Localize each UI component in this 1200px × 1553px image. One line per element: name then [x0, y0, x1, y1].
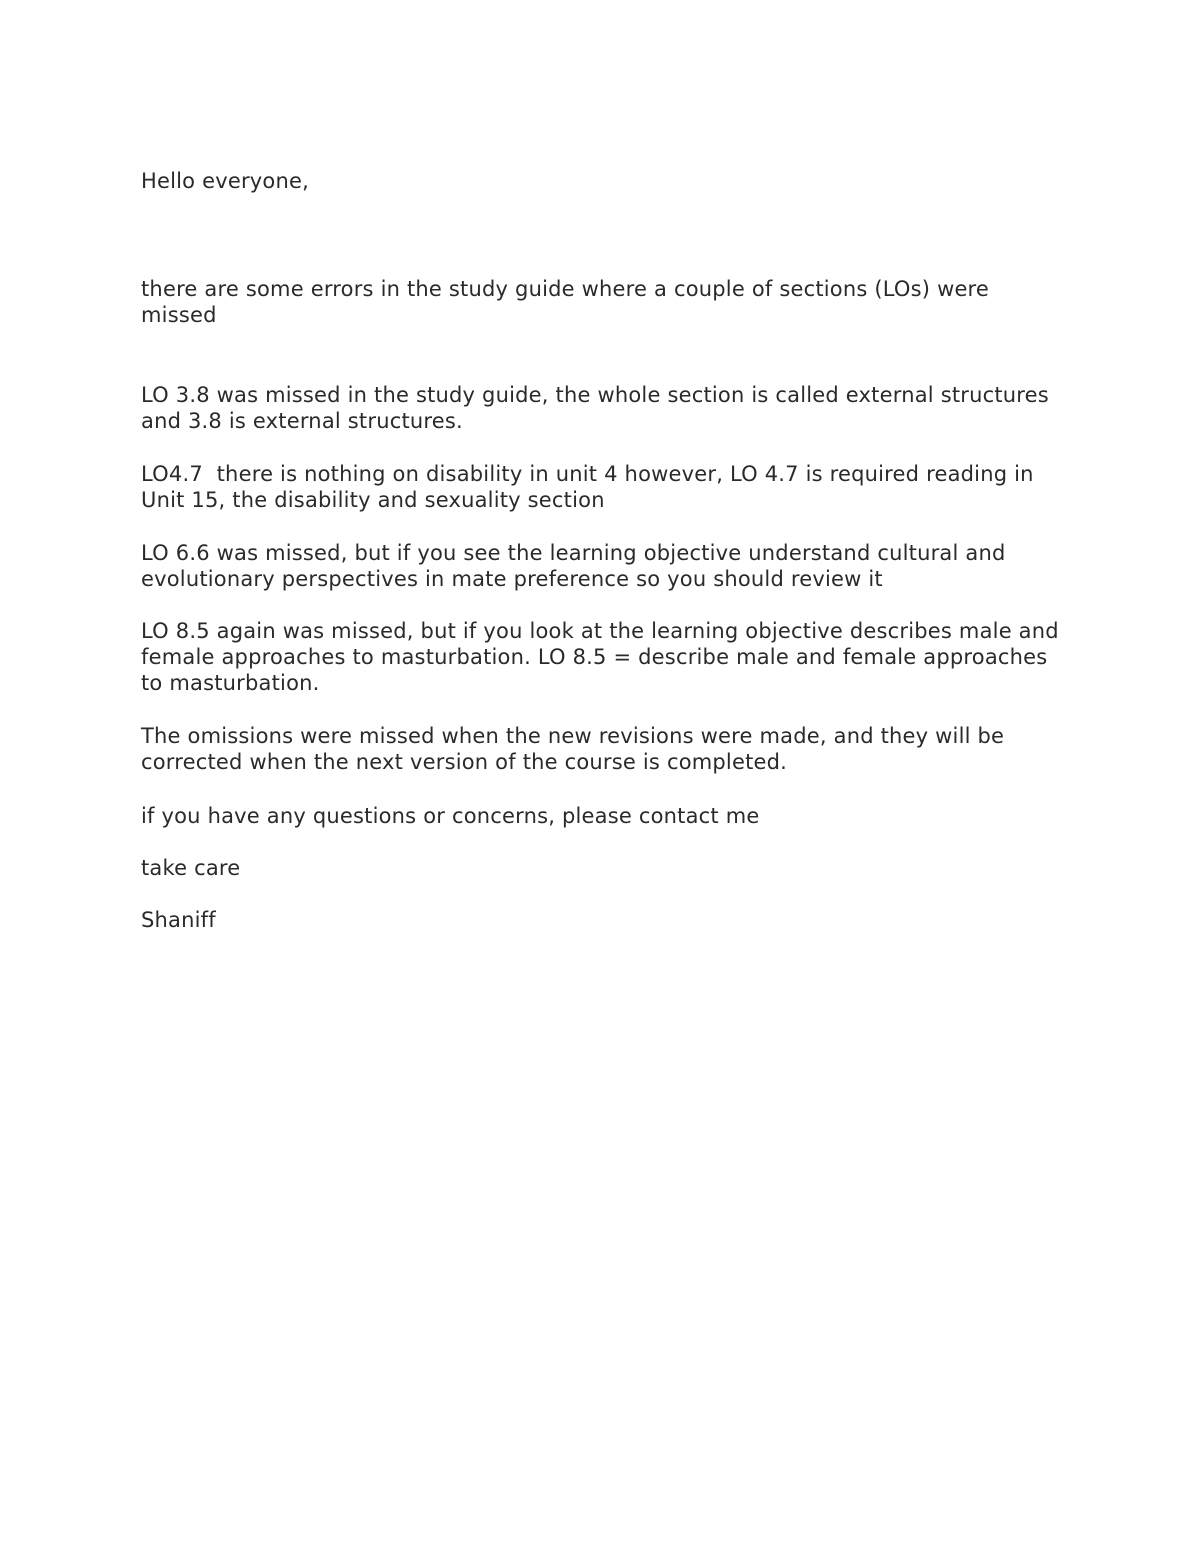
lo-4-7-paragraph: LO4.7 there is nothing on disability in unit 4 however, LO 4.7 is required reading in Unit 15, the disability and sexuality section — [141, 462, 1041, 512]
intro-paragraph: there are some errors in the study guide where a couple of sections (LOs) were missed — [141, 277, 990, 327]
omissions-paragraph: The omissions were missed when the new revisions were made, and they will be corrected when the next version of the course is completed. — [141, 724, 1005, 774]
greeting-paragraph: Hello everyone, — [141, 169, 309, 193]
lo-8-5-paragraph: LO 8.5 again was missed, but if you look at the learning objective describes male and female approaches to masturbation. LO 8.5 = describe male and female approaches to masturbation. — [141, 619, 1059, 695]
contact-paragraph: if you have any questions or concerns, please contact me — [141, 804, 760, 828]
lo-6-6-paragraph: LO 6.6 was missed, but if you see the learning objective understand cultural and evolutionary perspectives in mate preference so you should review it — [141, 541, 1006, 591]
closing-paragraph: take care — [141, 856, 241, 880]
lo-3-8-paragraph: LO 3.8 was missed in the study guide, the whole section is called external structures and 3.8 is external structures. — [141, 383, 1049, 433]
signature: Shaniff — [141, 908, 216, 932]
